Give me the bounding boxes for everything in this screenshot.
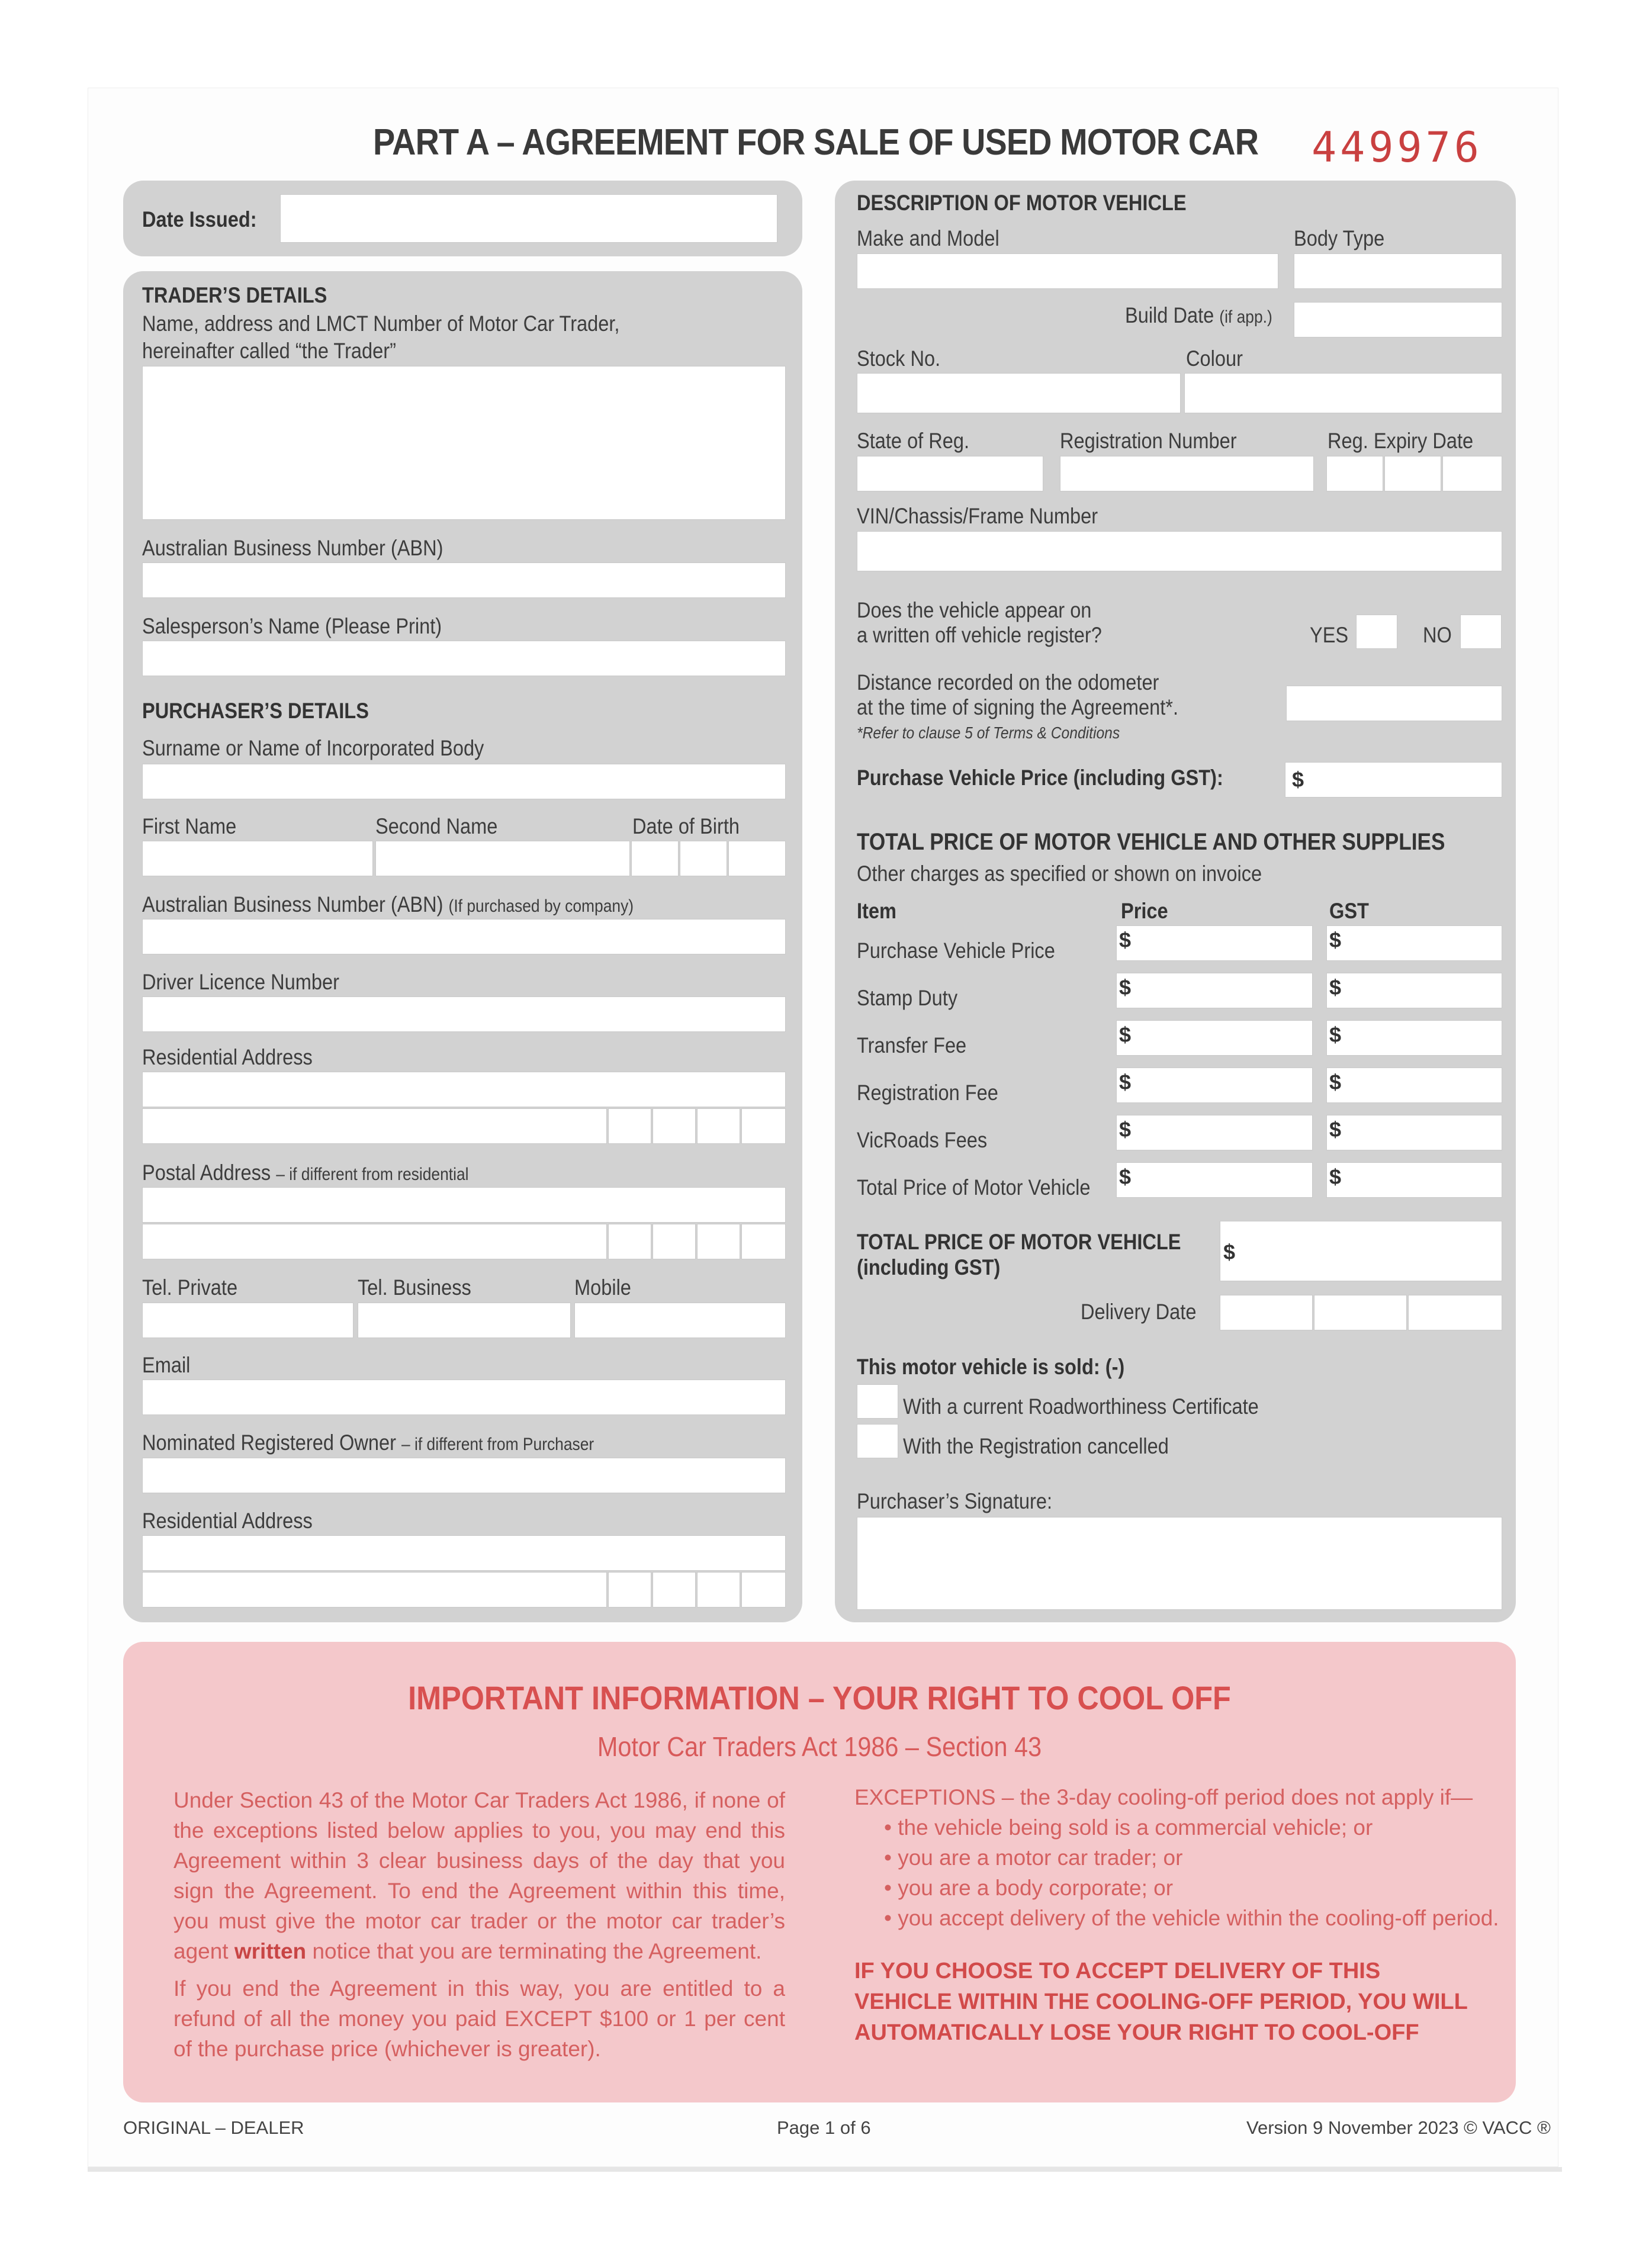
traders-details-heading: TRADER’S DETAILS	[142, 283, 327, 307]
delivery-date-label: Delivery Date	[1081, 1300, 1197, 1324]
email-field[interactable]	[142, 1380, 786, 1415]
written-off-label-2: a written off vehicle register?	[857, 623, 1102, 647]
charge-price-dollar: $	[1119, 1117, 1132, 1142]
footer-copy-type: ORIGINAL – DEALER	[123, 2117, 304, 2138]
purchase-price-field[interactable]	[1285, 762, 1502, 798]
body-type-label: Body Type	[1294, 226, 1385, 250]
tel-private-field[interactable]	[142, 1303, 353, 1338]
roadworthy-label: With a current Roadworthiness Certificate	[903, 1394, 1259, 1419]
page-title: PART A – AGREEMENT FOR SALE OF USED MOTOR CAR	[373, 122, 1259, 163]
charge-gst-dollar: $	[1329, 1070, 1342, 1094]
abn2-field[interactable]	[142, 919, 786, 954]
description-heading: DESCRIPTION OF MOTOR VEHICLE	[857, 191, 1187, 215]
postal-postcode-1[interactable]	[608, 1224, 651, 1259]
charge-item-label: Purchase Vehicle Price	[857, 938, 1055, 963]
surname-field[interactable]	[142, 764, 786, 799]
salesperson-label: Salesperson’s Name (Please Print)	[142, 614, 442, 638]
cooling-off-para-1-a: Under Section 43 of the Motor Car Traders Act 1986, if none of the exceptions listed below applies to you, you may end this Agreement within 3 clear business days of the day that you sign the Agreement. To end the Agreement within this time, you must give the motor car trader or the motor car trader’s agent	[173, 1788, 785, 1963]
odometer-label-1: Distance recorded on the odometer	[857, 670, 1159, 695]
residential2-postcode-3[interactable]	[697, 1572, 740, 1607]
second-name-field[interactable]	[375, 841, 630, 876]
mobile-label: Mobile	[574, 1275, 631, 1300]
total-supplies-heading: TOTAL PRICE OF MOTOR VEHICLE AND OTHER SUPPLIES	[857, 829, 1445, 855]
exception-item: • you accept delivery of the vehicle within the cooling-off period.	[884, 1906, 1499, 1930]
col-gst-header: GST	[1329, 899, 1369, 923]
tel-business-field[interactable]	[358, 1303, 571, 1338]
residential-field-line-2[interactable]	[142, 1108, 607, 1144]
stock-no-label: Stock No.	[857, 346, 941, 371]
abn2-text: Australian Business Number (ABN)	[142, 892, 443, 917]
signature-label: Purchaser’s Signature:	[857, 1489, 1053, 1513]
traders-details-desc-1: Name, address and LMCT Number of Motor Car Trader,	[142, 311, 620, 336]
odometer-note: *Refer to clause 5 of Terms & Conditions	[857, 724, 1120, 742]
dob-year-field[interactable]	[728, 841, 786, 876]
postal-postcode-2[interactable]	[653, 1224, 696, 1259]
charge-price-dollar: $	[1119, 1070, 1132, 1094]
residential2-postcode-2[interactable]	[653, 1572, 696, 1607]
cooling-off-para-1-b: notice that you are terminating the Agreement.	[312, 1939, 762, 1963]
email-label: Email	[142, 1353, 191, 1377]
written-off-no-checkbox[interactable]	[1460, 615, 1502, 649]
warning-line-1: IF YOU CHOOSE TO ACCEPT DELIVERY OF THIS	[854, 1959, 1381, 1983]
charge-gst-dollar: $	[1329, 1023, 1342, 1047]
licence-field[interactable]	[142, 996, 786, 1032]
postal-label	[142, 1160, 469, 1185]
reg-expiry-day-field[interactable]	[1326, 456, 1383, 491]
build-date-note: (if app.)	[1219, 307, 1272, 327]
col-price-header: Price	[1121, 899, 1168, 923]
build-date-label	[1125, 303, 1272, 328]
residential2-field-line-2[interactable]	[142, 1572, 607, 1607]
dob-day-field[interactable]	[631, 841, 679, 876]
charge-gst-field[interactable]	[1326, 1162, 1502, 1198]
vin-field[interactable]	[857, 531, 1502, 571]
delivery-day-field[interactable]	[1220, 1295, 1313, 1330]
cooling-off-heading: IMPORTANT INFORMATION – YOUR RIGHT TO COOL OFF	[408, 1679, 1231, 1716]
residential2-postcode-1[interactable]	[608, 1572, 651, 1607]
build-date-text: Build Date	[1125, 303, 1214, 327]
residential-postcode-4[interactable]	[741, 1108, 786, 1144]
total-incl-label-2: (including GST)	[857, 1255, 1001, 1279]
mobile-field[interactable]	[574, 1303, 786, 1338]
delivery-year-field[interactable]	[1408, 1295, 1502, 1330]
charge-price-dollar: $	[1119, 1023, 1132, 1047]
footer-version: Version 9 November 2023 © VACC ®	[1246, 2117, 1551, 2138]
charge-price-dollar: $	[1119, 975, 1132, 999]
reg-expiry-year-field[interactable]	[1442, 456, 1502, 491]
abn-label: Australian Business Number (ABN)	[142, 536, 443, 560]
second-name-label: Second Name	[375, 814, 498, 838]
tel-private-label: Tel. Private	[142, 1275, 238, 1300]
sold-heading: This motor vehicle is sold: (-)	[857, 1355, 1125, 1379]
cooling-off-para-1	[173, 1785, 785, 1966]
charge-gst-field[interactable]	[1326, 925, 1502, 961]
nominated-owner-text: Nominated Registered Owner	[142, 1430, 396, 1455]
other-charges-label: Other charges as specified or shown on invoice	[857, 861, 1262, 886]
charge-price-field[interactable]	[1116, 925, 1313, 961]
charge-gst-dollar: $	[1329, 1165, 1342, 1189]
abn2-label	[142, 892, 634, 917]
colour-field[interactable]	[1184, 373, 1502, 413]
body-type-field[interactable]	[1294, 253, 1502, 289]
make-model-field[interactable]	[857, 253, 1278, 289]
postal-postcode-3[interactable]	[697, 1224, 740, 1259]
postal-field-line-2[interactable]	[142, 1224, 607, 1259]
residential-postcode-1[interactable]	[608, 1108, 651, 1144]
warning-line-2: VEHICLE WITHIN THE COOLING-OFF PERIOD, YOU WILL	[854, 1989, 1468, 2014]
licence-label: Driver Licence Number	[142, 970, 339, 994]
footer-page-number: Page 1 of 6	[777, 2117, 871, 2138]
vin-label: VIN/Chassis/Frame Number	[857, 504, 1098, 528]
build-date-field[interactable]	[1294, 302, 1502, 337]
written-off-label-1: Does the vehicle appear on	[857, 598, 1092, 622]
residential-field-line-1[interactable]	[142, 1072, 786, 1107]
delivery-month-field[interactable]	[1314, 1295, 1407, 1330]
charge-item-label: Registration Fee	[857, 1081, 998, 1105]
purchase-price-label: Purchase Vehicle Price (including GST):	[857, 766, 1223, 790]
charge-gst-field[interactable]	[1326, 1020, 1502, 1056]
charge-price-dollar: $	[1119, 928, 1132, 952]
residential2-label: Residential Address	[142, 1509, 313, 1533]
residential-label: Residential Address	[142, 1045, 313, 1069]
traders-details-desc-2: hereinafter called “the Trader”	[142, 339, 396, 363]
exception-item: • you are a motor car trader; or	[884, 1846, 1183, 1870]
cooling-off-subheading: Motor Car Traders Act 1986 – Section 43	[597, 1731, 1042, 1762]
dob-label: Date of Birth	[632, 814, 740, 838]
total-incl-label-1: TOTAL PRICE OF MOTOR VEHICLE	[857, 1230, 1181, 1254]
reg-number-label: Registration Number	[1060, 429, 1237, 453]
charge-price-field[interactable]	[1116, 973, 1313, 1008]
nominated-owner-label	[142, 1430, 594, 1455]
postal-postcode-4[interactable]	[741, 1224, 786, 1259]
postal-text: Postal Address	[142, 1160, 271, 1185]
cooling-off-panel	[123, 1642, 1516, 2102]
written-off-yes-checkbox[interactable]	[1356, 615, 1397, 649]
charge-price-field[interactable]	[1116, 1068, 1313, 1103]
reg-expiry-month-field[interactable]	[1384, 456, 1441, 491]
residential-postcode-3[interactable]	[697, 1108, 740, 1144]
no-label: NO	[1423, 623, 1452, 647]
exception-item: • you are a body corporate; or	[884, 1876, 1174, 1900]
charge-gst-dollar: $	[1329, 975, 1342, 999]
scan-edge	[88, 2167, 1562, 2172]
state-of-reg-label: State of Reg.	[857, 429, 970, 453]
traders-details-field[interactable]	[142, 366, 786, 520]
purchase-price-dollar: $	[1292, 767, 1304, 792]
serial-number: 449976	[1312, 123, 1483, 172]
charge-price-field[interactable]	[1116, 1162, 1313, 1198]
cooling-off-para-1-bold: written	[234, 1939, 307, 1963]
date-issued-field[interactable]	[280, 194, 777, 243]
charge-price-field[interactable]	[1116, 1115, 1313, 1150]
colour-label: Colour	[1186, 346, 1243, 371]
charge-gst-dollar: $	[1329, 928, 1342, 952]
total-incl-dollar: $	[1223, 1240, 1236, 1264]
odometer-label-2: at the time of signing the Agreement*.	[857, 695, 1179, 719]
first-name-field[interactable]	[142, 841, 373, 876]
charge-price-field[interactable]	[1116, 1020, 1313, 1056]
charge-price-dollar: $	[1119, 1165, 1132, 1189]
cooling-off-para-2: If you end the Agreement in this way, you are entitled to a refund of all the money you paid EXCEPT $100 or 1 per cent of the purchase price (whichever is greater).	[173, 1976, 785, 2061]
charge-item-label: Transfer Fee	[857, 1033, 967, 1057]
charge-gst-dollar: $	[1329, 1117, 1342, 1142]
registration-cancelled-checkbox[interactable]	[857, 1424, 898, 1458]
charge-gst-field[interactable]	[1326, 1068, 1502, 1103]
odometer-field[interactable]	[1286, 686, 1502, 721]
exception-item: • the vehicle being sold is a commercial vehicle; or	[884, 1815, 1373, 1840]
residential2-postcode-4[interactable]	[741, 1572, 786, 1607]
surname-label: Surname or Name of Incorporated Body	[142, 736, 484, 760]
warning-line-3: AUTOMATICALLY LOSE YOUR RIGHT TO COOL-OFF	[854, 2020, 1419, 2045]
first-name-label: First Name	[142, 814, 237, 838]
residential2-field-line-1[interactable]	[142, 1535, 786, 1571]
nominated-owner-note: – if different from Purchaser	[401, 1435, 594, 1454]
postal-note: – if different from residential	[276, 1165, 469, 1184]
exceptions-heading: EXCEPTIONS – the 3-day cooling-off period does not apply if—	[854, 1785, 1473, 1809]
reg-number-field[interactable]	[1060, 456, 1314, 491]
signature-field[interactable]	[857, 1517, 1502, 1610]
tel-business-label: Tel. Business	[358, 1275, 471, 1300]
charge-gst-field[interactable]	[1326, 1115, 1502, 1150]
postal-field-line-1[interactable]	[142, 1187, 786, 1223]
total-incl-field[interactable]	[1220, 1221, 1502, 1281]
make-model-label: Make and Model	[857, 226, 999, 250]
charge-item-label: Stamp Duty	[857, 986, 958, 1010]
abn-field[interactable]	[142, 562, 786, 598]
registration-cancelled-label: With the Registration cancelled	[903, 1434, 1169, 1458]
salesperson-field[interactable]	[142, 641, 786, 676]
nominated-owner-field[interactable]	[142, 1458, 786, 1493]
date-issued-label: Date Issued:	[142, 207, 257, 232]
col-item-header: Item	[857, 899, 896, 923]
residential-postcode-2[interactable]	[653, 1108, 696, 1144]
charge-item-label: VicRoads Fees	[857, 1128, 988, 1152]
stock-no-field[interactable]	[857, 373, 1181, 413]
charge-item-label: Total Price of Motor Vehicle	[857, 1175, 1091, 1200]
state-of-reg-field[interactable]	[857, 456, 1043, 491]
roadworthy-checkbox[interactable]	[857, 1384, 898, 1419]
abn2-note: (If purchased by company)	[448, 896, 634, 916]
charge-gst-field[interactable]	[1326, 973, 1502, 1008]
dob-month-field[interactable]	[680, 841, 727, 876]
purchasers-details-heading: PURCHASER’S DETAILS	[142, 699, 369, 723]
yes-label: YES	[1310, 623, 1349, 647]
reg-expiry-label: Reg. Expiry Date	[1328, 429, 1474, 453]
